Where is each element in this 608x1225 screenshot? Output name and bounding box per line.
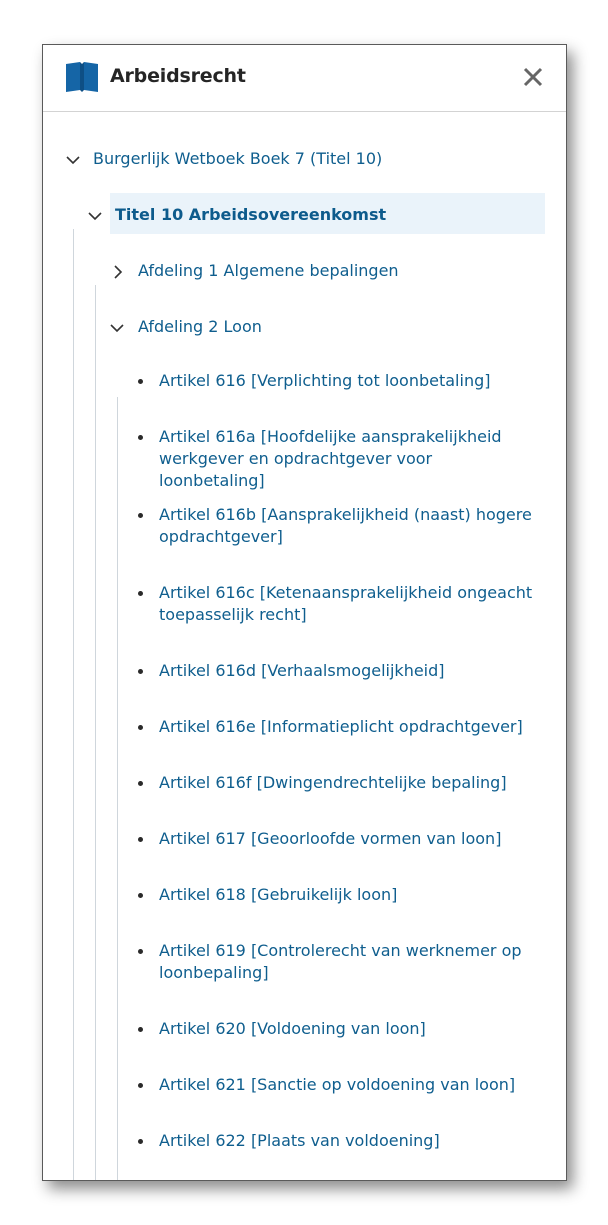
article-616[interactable] [159,370,539,392]
tree-guide-level-2 [95,285,96,1181]
tree-node-root[interactable]: Burgerlijk Wetboek Boek 7 (Titel 10) [93,149,383,168]
article-label: Artikel 616b [Aansprakelijkheid (naast) hogere opdrachtgever] [159,505,532,546]
article-616b[interactable] [159,504,539,548]
bullet [138,837,143,842]
article-label: Artikel 616e [Informatieplicht opdrachtgever] [159,717,523,736]
article-label: Artikel 616a [Hoofdelijke aansprakelijkheid werkgever en opdrachtgever voor loonbetaling] [159,427,502,490]
article-622[interactable] [159,1130,539,1152]
bullet [138,893,143,898]
article-619[interactable] [159,940,539,984]
bullet [138,781,143,786]
article-616f[interactable] [159,772,539,794]
article-label: Artikel 616d [Verhaalsmogelijkheid] [159,661,445,680]
bullet [138,1139,143,1144]
bullet [138,725,143,730]
article-label: Artikel 622 [Plaats van voldoening] [159,1131,440,1150]
article-label: Artikel 617 [Geoorloofde vormen van loon] [159,829,502,848]
article-label: Artikel 616c [Ketenaansprakelijkheid ongeacht toepasselijk recht] [159,583,533,624]
book-icon [65,61,99,93]
toc-panel [42,44,567,1181]
article-label: Artikel 621 [Sanctie op voldoening van loon] [159,1075,516,1094]
panel-title: Arbeidsrecht [110,65,246,87]
tree-node-titel-10[interactable]: Titel 10 Arbeidsovereenkomst [115,205,387,224]
bullet [138,513,143,518]
article-616a[interactable] [159,426,539,492]
article-label: Artikel 619 [Controlerecht van werknemer op loonbepaling] [159,941,522,982]
article-620[interactable] [159,1018,539,1040]
article-label: Artikel 616 [Verplichting tot loonbetaling] [159,371,491,390]
bullet [138,591,143,596]
article-621[interactable] [159,1074,539,1096]
close-icon[interactable] [521,65,545,89]
article-label: Artikel 618 [Gebruikelijk loon] [159,885,398,904]
tree-guide-level-3 [117,397,118,1181]
article-618[interactable] [159,884,539,906]
chevron-down-icon[interactable] [88,209,102,223]
bullet [138,949,143,954]
article-617[interactable] [159,828,539,850]
bullet [138,379,143,384]
article-616d[interactable] [159,660,539,682]
bullet [138,1027,143,1032]
article-label: Artikel 620 [Voldoening van loon] [159,1019,426,1038]
chevron-down-icon[interactable] [66,153,80,167]
chevron-right-icon[interactable] [111,265,125,279]
bullet [138,669,143,674]
tree-guide-level-1 [73,229,74,1181]
article-616e[interactable] [159,716,539,738]
article-616c[interactable] [159,582,539,626]
chevron-down-icon[interactable] [110,321,124,335]
article-label: Artikel 616f [Dwingendrechtelijke bepaling] [159,773,507,792]
tree-node-afdeling-2[interactable]: Afdeling 2 Loon [138,317,262,336]
panel-header [43,45,566,112]
bullet [138,435,143,440]
tree-node-afdeling-1[interactable]: Afdeling 1 Algemene bepalingen [138,261,399,280]
bullet [138,1083,143,1088]
